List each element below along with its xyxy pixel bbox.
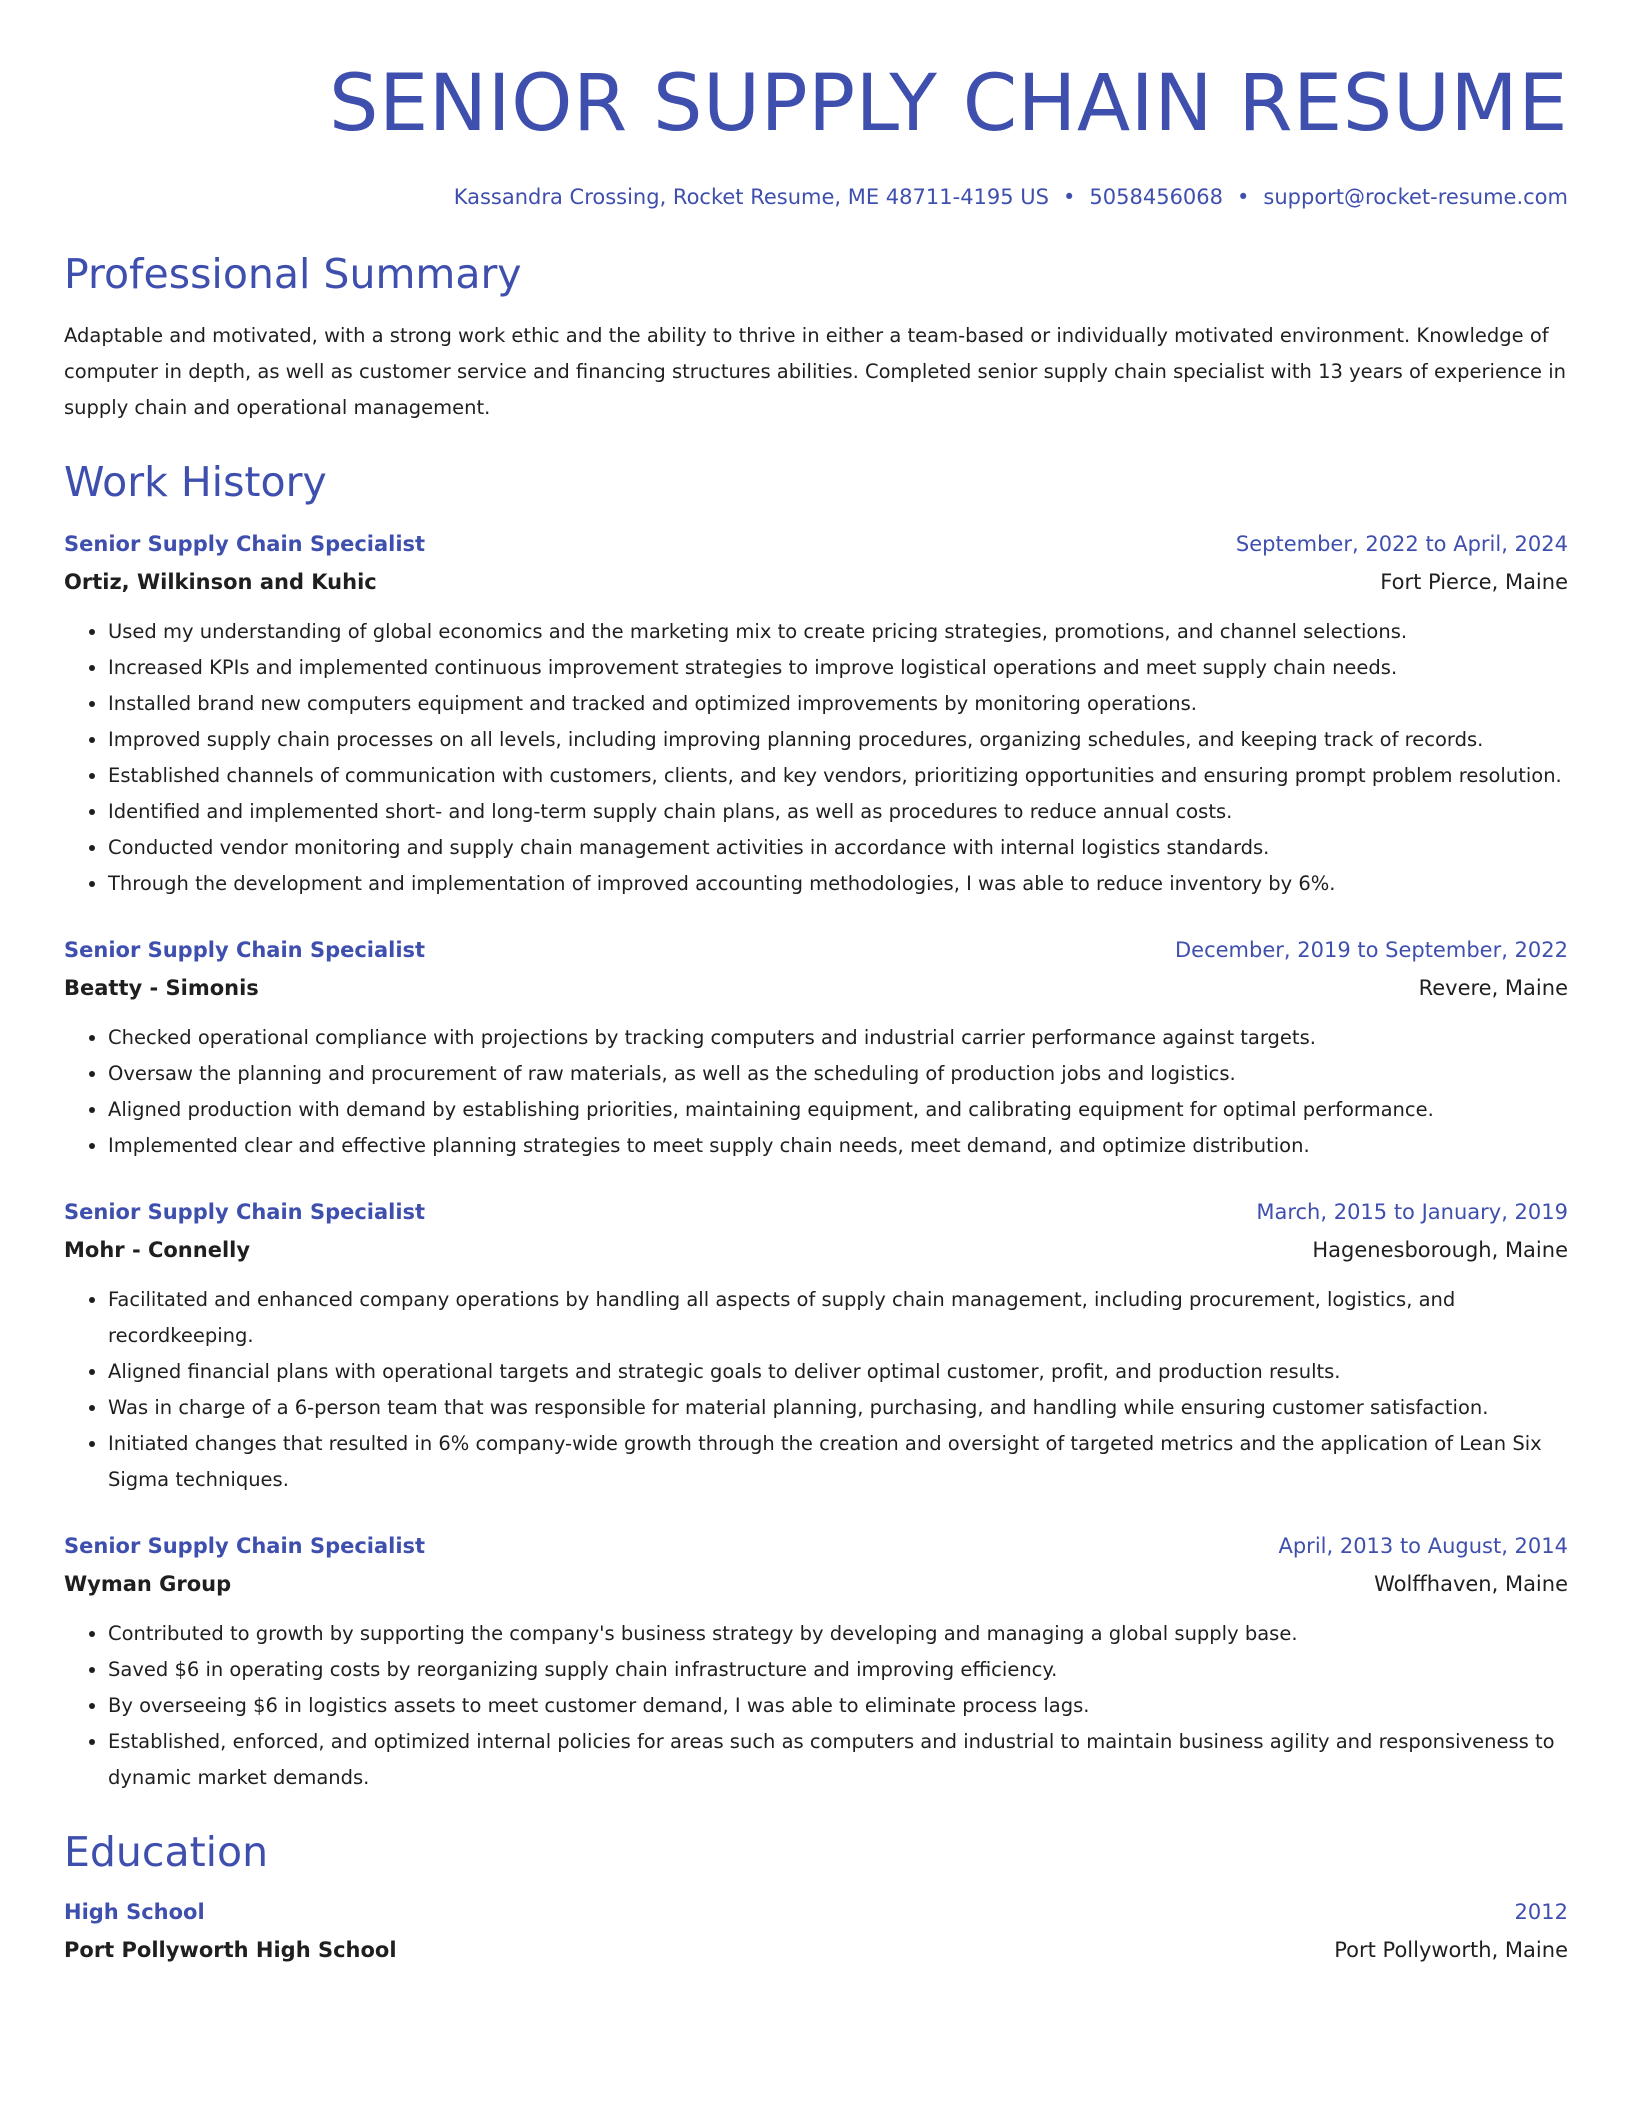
education-school: Port Pollyworth High School — [64, 1938, 397, 1962]
job-dates: September, 2022 to April, 2024 — [1235, 532, 1568, 556]
job-bullet: • Through the development and implementation of improved accounting methodologies, I was able to reduce inventory by 6%. — [108, 866, 1568, 902]
contact-email: support@rocket-resume.com — [1263, 185, 1568, 209]
job-bullet-list — [64, 1020, 1568, 1164]
job-company: Ortiz, Wilkinson and Kuhic — [64, 570, 377, 594]
job-bullet: • Used my understanding of global economics and the marketing mix to create pricing strategies, promotions, and channel selections. — [108, 614, 1568, 650]
job-bullet-list — [64, 614, 1568, 902]
job-bullet: • Improved supply chain processes on all levels, including improving planning procedures, organizing schedules, and keeping track of records. — [108, 722, 1568, 758]
summary-heading: Professional Summary — [64, 250, 522, 298]
job-bullet: • Increased KPIs and implemented continuous improvement strategies to improve logistical operations and meet supply chain needs. — [108, 650, 1568, 686]
contact-phone: 5058456068 — [1089, 185, 1224, 209]
job-bullet-list — [64, 1616, 1568, 1796]
job-title: Senior Supply Chain Specialist — [64, 938, 426, 962]
job-header-row — [64, 1528, 1568, 1564]
job-bullet: • By overseeing $6 in logistics assets to meet customer demand, I was able to eliminate process lags. — [108, 1688, 1568, 1724]
education-header-row — [64, 1894, 1568, 1930]
job-company-row — [64, 1564, 1568, 1604]
job-company: Mohr - Connelly — [64, 1238, 251, 1262]
job-bullet: • Checked operational compliance with projections by tracking computers and industrial carrier performance against targets. — [108, 1020, 1568, 1056]
education-year: 2012 — [1514, 1900, 1568, 1924]
job-company-row — [64, 968, 1568, 1008]
education-heading: Education — [64, 1828, 269, 1876]
education-degree: High School — [64, 1900, 205, 1924]
job-location: Wolffhaven, Maine — [1374, 1572, 1568, 1596]
job-entry — [64, 932, 1568, 1164]
job-bullet: • Saved $6 in operating costs by reorganizing supply chain infrastructure and improving efficiency. — [108, 1652, 1568, 1688]
job-bullet-list — [64, 1282, 1568, 1498]
job-bullet: • Conducted vendor monitoring and supply chain management activities in accordance with internal logistics standards. — [108, 830, 1568, 866]
job-bullet: • Established channels of communication with customers, clients, and key vendors, prioritizing opportunities and ensuring prompt problem resolution. — [108, 758, 1568, 794]
job-bullet: • Contributed to growth by supporting the company's business strategy by developing and managing a global supply base. — [108, 1616, 1568, 1652]
education-entry — [64, 1894, 1568, 1970]
work-history-heading: Work History — [64, 458, 327, 506]
job-dates: December, 2019 to September, 2022 — [1175, 938, 1568, 962]
job-bullet: • Aligned production with demand by establishing priorities, maintaining equipment, and calibrating equipment for optimal performance. — [108, 1092, 1568, 1128]
job-location: Fort Pierce, Maine — [1380, 570, 1568, 594]
resume-title: SENIOR SUPPLY CHAIN RESUME — [328, 59, 1568, 149]
job-bullet: • Was in charge of a 6-person team that was responsible for material planning, purchasing, and handling while ensuring customer satisfaction. — [108, 1390, 1568, 1426]
job-bullet: • Implemented clear and effective planning strategies to meet supply chain needs, meet demand, and optimize distribution. — [108, 1128, 1568, 1164]
job-bullet: • Initiated changes that resulted in 6% company-wide growth through the creation and oversight of targeted metrics and the application of Lean Six Sigma techniques. — [108, 1426, 1568, 1498]
job-bullet: • Identified and implemented short- and long-term supply chain plans, as well as procedures to reduce annual costs. — [108, 794, 1568, 830]
job-header-row — [64, 526, 1568, 562]
job-header-row — [64, 1194, 1568, 1230]
job-bullet: • Established, enforced, and optimized internal policies for areas such as computers and industrial to maintain business agility and responsiveness to dynamic market demands. — [108, 1724, 1568, 1796]
contact-line — [64, 182, 1568, 212]
job-entry — [64, 1194, 1568, 1498]
job-dates: March, 2015 to January, 2019 — [1256, 1200, 1568, 1224]
job-company-row — [64, 1230, 1568, 1270]
job-bullet: • Facilitated and enhanced company operations by handling all aspects of supply chain management, including procurement, logistics, and recordkeeping. — [108, 1282, 1568, 1354]
job-title: Senior Supply Chain Specialist — [64, 532, 426, 556]
job-bullet: • Installed brand new computers equipment and tracked and optimized improvements by monitoring operations. — [108, 686, 1568, 722]
job-company: Wyman Group — [64, 1572, 232, 1596]
job-bullet: • Aligned financial plans with operational targets and strategic goals to deliver optimal customer, profit, and production results. — [108, 1354, 1568, 1390]
job-header-row — [64, 932, 1568, 968]
job-location: Hagenesborough, Maine — [1312, 1238, 1568, 1262]
job-bullet: • Oversaw the planning and procurement of raw materials, as well as the scheduling of production jobs and logistics. — [108, 1056, 1568, 1092]
education-school-row — [64, 1930, 1568, 1970]
job-company-row — [64, 562, 1568, 602]
education-location: Port Pollyworth, Maine — [1334, 1938, 1568, 1962]
summary-text: Adaptable and motivated, with a strong work ethic and the ability to thrive in either a team-based or individually motivated environment. Knowledge of computer in depth, as well as customer service and financing structures abilities. Completed senior supply chain specialist with 13 years of experience in supply chain and operational management. — [64, 324, 1567, 419]
job-location: Revere, Maine — [1418, 976, 1568, 1000]
contact-separator: • — [1063, 185, 1076, 209]
work-history-list — [64, 526, 1568, 1796]
job-title: Senior Supply Chain Specialist — [64, 1534, 426, 1558]
job-title: Senior Supply Chain Specialist — [64, 1200, 426, 1224]
education-list — [64, 1894, 1568, 1970]
job-entry — [64, 526, 1568, 902]
contact-address: Kassandra Crossing, Rocket Resume, ME 48711-4195 US — [453, 185, 1050, 209]
contact-separator: • — [1237, 185, 1250, 209]
job-company: Beatty - Simonis — [64, 976, 259, 1000]
job-dates: April, 2013 to August, 2014 — [1278, 1534, 1568, 1558]
job-entry — [64, 1528, 1568, 1796]
